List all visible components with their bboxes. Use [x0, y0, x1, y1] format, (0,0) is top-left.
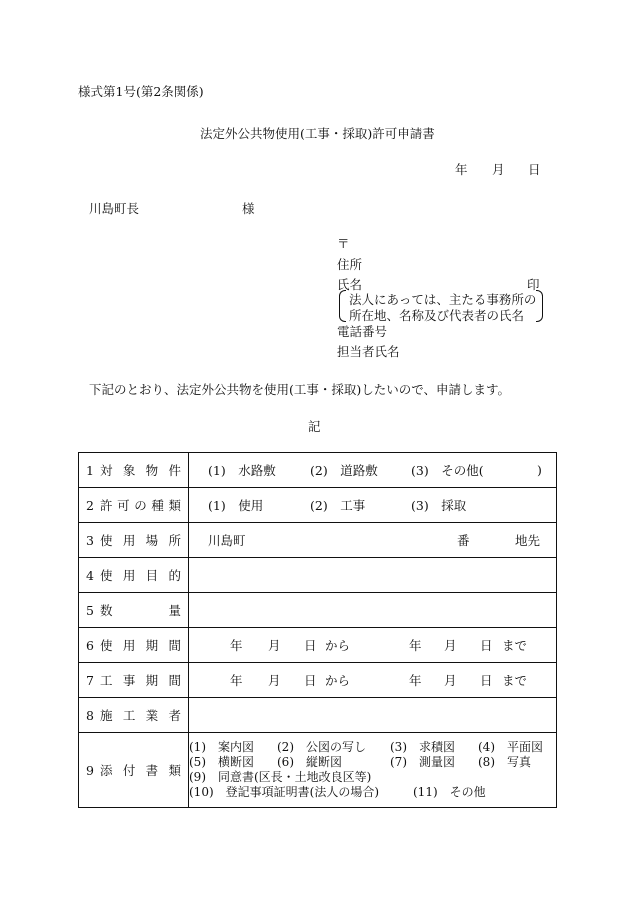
table-row: [79, 698, 557, 733]
attachment-survey[interactable]: (7) 測量図: [390, 755, 455, 769]
table-row: [79, 523, 557, 558]
corporate-note-line1: 法人にあっては、主たる事務所の: [349, 292, 537, 307]
date-day: 日: [528, 162, 541, 177]
construction-period-cell[interactable]: 年 月 日 から 年 月 日 まで: [189, 663, 557, 698]
contractor-cell[interactable]: [189, 698, 557, 733]
table-row: [79, 663, 557, 698]
name-label: 氏名: [337, 277, 363, 292]
attachment-plan[interactable]: (4) 平面図: [478, 740, 543, 754]
location-ban: 番: [457, 533, 470, 548]
date-month: 月: [492, 162, 505, 177]
option-other[interactable]: (3) その他(: [411, 463, 484, 478]
row-label-contractor: 8 施 工 業 者: [79, 698, 189, 733]
table-row: [79, 488, 557, 523]
table-row: [79, 453, 557, 488]
attachment-cross-section[interactable]: (5) 横断図: [189, 755, 254, 769]
row-label-quantity: 5 数 量: [79, 593, 189, 628]
attachment-area-calc[interactable]: (3) 求積図: [390, 740, 455, 754]
row-label-purpose: 4 使 用 目 的: [79, 558, 189, 593]
row-label-use-period: 6 使 用 期 間: [79, 628, 189, 663]
form-number: 様式第1号(第2条関係): [78, 84, 204, 99]
row-label-location: 3 使 用 場 所: [79, 523, 189, 558]
table-row: [79, 593, 557, 628]
use-period-cell[interactable]: 年 月 日 から 年 月 日 まで: [189, 628, 557, 663]
option-other-close: ): [537, 462, 542, 478]
attachment-other[interactable]: (11) その他: [413, 785, 486, 799]
attachment-photo[interactable]: (8) 写真: [478, 755, 531, 769]
attachment-cadastral-copy[interactable]: (2) 公図の写し: [277, 740, 366, 754]
option-construction[interactable]: (2) 工事: [310, 498, 366, 513]
address-label: 住所: [337, 257, 363, 272]
attachment-guide-map[interactable]: (1) 案内図: [189, 740, 254, 754]
attachment-longitudinal[interactable]: (6) 縦断図: [277, 755, 342, 769]
attachments-cell: [189, 733, 557, 808]
row-label-attachments: 9 添 付 書 類: [79, 733, 189, 808]
purpose-cell[interactable]: [189, 558, 557, 593]
permit-type-cell: [189, 488, 557, 523]
quantity-cell[interactable]: [189, 593, 557, 628]
attachment-registry-cert[interactable]: (10) 登記事項証明書(法人の場合): [189, 785, 379, 799]
table-row: [79, 628, 557, 663]
ki-heading: 記: [308, 419, 321, 434]
option-waterway[interactable]: (1) 水路敷: [208, 463, 276, 478]
contact-label: 担当者氏名: [337, 344, 400, 359]
form-title: 法定外公共物使用(工事・採取)許可申請書: [200, 126, 435, 141]
option-road[interactable]: (2) 道路敷: [310, 463, 378, 478]
addressee-honorific: 様: [242, 201, 255, 216]
row-label-target: 1 対 象 物 件: [79, 453, 189, 488]
note-bracket-left: [339, 290, 346, 322]
attachment-consent[interactable]: (9) 同意書(区長・土地改良区等): [189, 770, 372, 784]
table-row: [79, 733, 557, 808]
location-cell[interactable]: [189, 523, 557, 558]
row-label-permit-type: 2 許 可 の 種 類: [79, 488, 189, 523]
corporate-note-line2: 所在地、名称及び代表者の氏名: [349, 308, 525, 323]
phone-label: 電話番号: [337, 324, 388, 339]
table-row: [79, 558, 557, 593]
target-options-cell: [189, 453, 557, 488]
option-extraction[interactable]: (3) 採取: [411, 498, 467, 513]
application-statement: 下記のとおり、法定外公共物を使用(工事・採取)したいので、申請します。: [89, 382, 511, 397]
option-use[interactable]: (1) 使用: [208, 498, 264, 513]
postal-mark: 〒: [337, 236, 350, 251]
seal-mark: 印: [527, 277, 540, 292]
addressee-name: 川島町長: [89, 201, 140, 216]
note-bracket-right: [536, 290, 543, 322]
date-year: 年: [455, 162, 468, 177]
location-town: 川島町: [208, 533, 246, 548]
row-label-construction-period: 7 工 事 期 間: [79, 663, 189, 698]
location-chisaki: 地先: [515, 533, 541, 548]
application-table: [78, 452, 557, 808]
